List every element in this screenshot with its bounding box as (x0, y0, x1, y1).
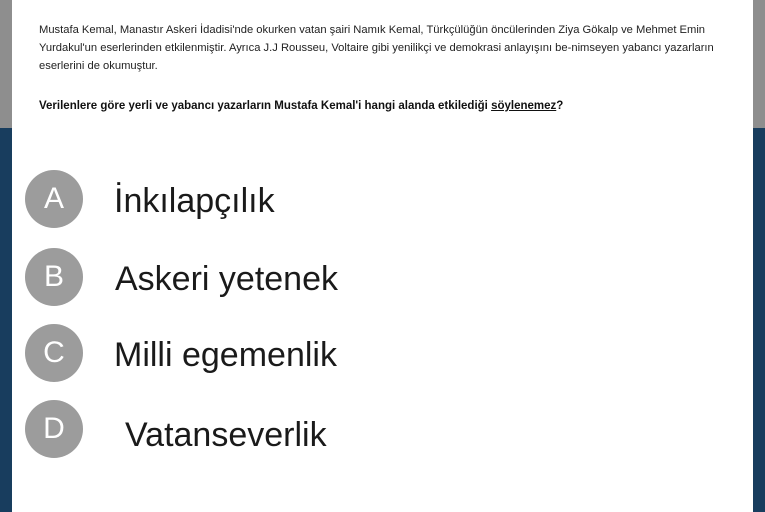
question-card (12, 0, 753, 512)
option-a[interactable] (25, 170, 625, 230)
option-b-badge: B (25, 248, 83, 306)
option-b-text: Askeri yetenek (115, 260, 338, 298)
option-d[interactable] (25, 400, 625, 460)
question-text (39, 97, 729, 115)
option-a-badge: A (25, 170, 83, 228)
frame-right-top (753, 0, 765, 128)
question-emphasis: söylenemez (491, 100, 557, 112)
frame-right-bottom (753, 128, 765, 512)
question-prefix: Verilenlere göre yerli ve yabancı yazarların Mustafa Kemal'i hangi alanda etkilediği (39, 100, 492, 112)
option-d-text: Vatanseverlik (125, 416, 327, 454)
option-c-badge: C (25, 324, 83, 382)
option-b[interactable] (25, 248, 625, 308)
option-a-text: İnkılapçılık (114, 182, 275, 220)
option-d-badge: D (25, 400, 83, 458)
frame-left-top (0, 0, 12, 128)
question-suffix: ? (556, 100, 564, 112)
option-c[interactable] (25, 324, 625, 384)
passage-text: Mustafa Kemal, Manastır Askeri İdadisi'nde okurken vatan şairi Namık Kemal, Türkçülüğün öncülerinden Ziya Gökalp ve Mehmet Emin Yurdakul'un eserlerinden etkilenmiştir. Ayrıca J.J Rousseu, Voltaire gibi yenilikçi ve demokrasi anlayışını be-nimseyen yabancı yazarların eserlerini de okumuştur. (39, 24, 714, 72)
frame-left-bottom (0, 128, 12, 512)
option-c-text: Milli egemenlik (114, 336, 337, 374)
